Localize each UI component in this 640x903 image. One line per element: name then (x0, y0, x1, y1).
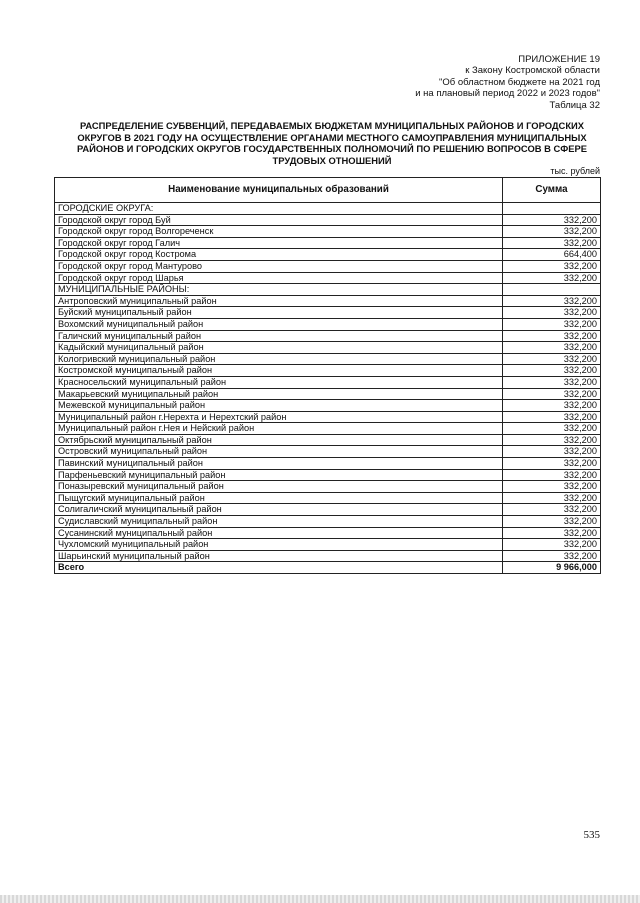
municipality-name-cell: Шарьинский муниципальный район (55, 550, 503, 562)
table-row (55, 214, 601, 226)
table-row (55, 226, 601, 238)
appendix-line: ПРИЛОЖЕНИЕ 19 (518, 54, 600, 65)
table-row (55, 353, 601, 365)
section-row (55, 284, 601, 296)
amount-cell: 332,200 (503, 272, 601, 284)
table-row (55, 249, 601, 261)
amount-cell: 332,200 (503, 353, 601, 365)
table-row (55, 458, 601, 470)
municipality-name-cell: Кадыйский муниципальный район (55, 342, 503, 354)
table-row (55, 388, 601, 400)
units-label: тыс. рублей (550, 166, 600, 176)
amount-cell: 332,200 (503, 237, 601, 249)
amount-cell (503, 284, 601, 296)
table-row (55, 539, 601, 551)
appendix-line: "Об областном бюджете на 2021 год (439, 76, 600, 88)
column-header-name: Наименование муниципальных образований (55, 178, 503, 203)
amount-cell: 332,200 (503, 330, 601, 342)
municipality-name-cell: Городской округ город Галич (55, 237, 503, 249)
table-row (55, 411, 601, 423)
municipality-name-cell: Муниципальный район г.Нея и Нейский район (55, 423, 503, 435)
table-header-row (55, 178, 601, 203)
amount-cell (503, 203, 601, 215)
table-row (55, 469, 601, 481)
table-row (55, 330, 601, 342)
municipality-name-cell: Муниципальный район г.Нерехта и Нерехтский район (55, 411, 503, 423)
section-row (55, 203, 601, 215)
table-row (55, 504, 601, 516)
table-row (55, 295, 601, 307)
municipality-name-cell: ГОРОДСКИЕ ОКРУГА: (55, 203, 503, 215)
amount-cell: 332,200 (503, 365, 601, 377)
municipality-name-cell: Межевской муниципальный район (55, 400, 503, 412)
amount-cell: 332,200 (503, 318, 601, 330)
table-row (55, 492, 601, 504)
municipality-name-cell: Антроповский муниципальный район (55, 295, 503, 307)
amount-cell: 332,200 (503, 539, 601, 551)
amount-cell: 664,400 (503, 249, 601, 261)
amount-cell: 332,200 (503, 376, 601, 388)
table-row (55, 342, 601, 354)
column-header-sum: Сумма (503, 178, 601, 203)
municipality-name-cell: Макарьевский муниципальный район (55, 388, 503, 400)
amount-cell: 332,200 (503, 342, 601, 354)
municipality-name-cell: Галичский муниципальный район (55, 330, 503, 342)
table-row (55, 516, 601, 528)
amount-cell: 332,200 (503, 446, 601, 458)
amount-cell: 332,200 (503, 214, 601, 226)
document-title: РАСПРЕДЕЛЕНИЕ СУБВЕНЦИЙ, ПЕРЕДАВАЕМЫХ БЮДЖЕТАМ МУНИЦИПАЛЬНЫХ РАЙОНОВ И ГОРОДСКИХ ОКРУГОВ В 2021 ГОДУ НА ОСУЩЕСТВЛЕНИЕ ОРГАНАМИ МЕСТНОГО САМОУПРАВЛЕНИЯ МУНИЦИПАЛЬНЫХ РАЙОНОВ И ГОРОДСКИХ ОКРУГОВ ГОСУДАРСТВЕННЫХ ПОЛНОМОЧИЙ ПО РЕШЕНИЮ ВОПРОСОВ В СФЕРЕ ТРУДОВЫХ ОТНОШЕНИЙ (76, 120, 588, 166)
table-body (55, 203, 601, 574)
municipality-name-cell: Октябрьский муниципальный район (55, 434, 503, 446)
municipality-name-cell: Солигаличский муниципальный район (55, 504, 503, 516)
municipality-name-cell: Павинский муниципальный район (55, 458, 503, 470)
amount-cell: 332,200 (503, 516, 601, 528)
amount-cell: 332,200 (503, 469, 601, 481)
amount-cell: 332,200 (503, 492, 601, 504)
table-row (55, 365, 601, 377)
appendix-line: Таблица 32 (549, 99, 600, 111)
municipality-name-cell: Городской округ город Волгореченск (55, 226, 503, 238)
municipality-name-cell: МУНИЦИПАЛЬНЫЕ РАЙОНЫ: (55, 284, 503, 296)
subsidy-table (54, 177, 601, 574)
municipality-name-cell: Островский муниципальный район (55, 446, 503, 458)
total-row (55, 562, 601, 574)
amount-cell: 332,200 (503, 527, 601, 539)
municipality-name-cell: Поназыревский муниципальный район (55, 481, 503, 493)
municipality-name-cell: Парфеньевский муниципальный район (55, 469, 503, 481)
amount-cell: 332,200 (503, 388, 601, 400)
municipality-name-cell: Городской округ город Мантурово (55, 260, 503, 272)
table-row (55, 307, 601, 319)
appendix-line: и на плановый период 2022 и 2023 годов" (415, 88, 600, 100)
municipality-name-cell: Вохомский муниципальный район (55, 318, 503, 330)
appendix-line: к Закону Костромской области (465, 65, 600, 77)
municipality-name-cell: Красносельский муниципальный район (55, 376, 503, 388)
amount-cell: 332,200 (503, 411, 601, 423)
municipality-name-cell: Пыщугский муниципальный район (55, 492, 503, 504)
appendix-header (415, 54, 600, 111)
municipality-name-cell: Костромской муниципальный район (55, 365, 503, 377)
amount-cell: 332,200 (503, 423, 601, 435)
table-row (55, 446, 601, 458)
municipality-name-cell: Буйский муниципальный район (55, 307, 503, 319)
amount-cell: 332,200 (503, 307, 601, 319)
table-row (55, 434, 601, 446)
municipality-name-cell: Судиславский муниципальный район (55, 516, 503, 528)
amount-cell: 332,200 (503, 504, 601, 516)
municipality-name-cell: Городской округ город Шарья (55, 272, 503, 284)
amount-cell: 332,200 (503, 458, 601, 470)
municipality-name-cell: Сусанинский муниципальный район (55, 527, 503, 539)
scan-edge (0, 895, 640, 903)
amount-cell: 332,200 (503, 260, 601, 272)
table-row (55, 260, 601, 272)
amount-cell: 9 966,000 (503, 562, 601, 574)
amount-cell: 332,200 (503, 226, 601, 238)
table-row (55, 550, 601, 562)
municipality-name-cell: Городской округ город Буй (55, 214, 503, 226)
table-row (55, 481, 601, 493)
table-row (55, 527, 601, 539)
table-row (55, 272, 601, 284)
table-row (55, 423, 601, 435)
amount-cell: 332,200 (503, 434, 601, 446)
page-number: 535 (583, 829, 600, 841)
municipality-name-cell: Чухломский муниципальный район (55, 539, 503, 551)
amount-cell: 332,200 (503, 400, 601, 412)
table-row (55, 376, 601, 388)
municipality-name-cell: Всего (55, 562, 503, 574)
amount-cell: 332,200 (503, 295, 601, 307)
amount-cell: 332,200 (503, 481, 601, 493)
table-row (55, 237, 601, 249)
municipality-name-cell: Кологривский муниципальный район (55, 353, 503, 365)
amount-cell: 332,200 (503, 550, 601, 562)
table-row (55, 400, 601, 412)
municipality-name-cell: Городской округ город Кострома (55, 249, 503, 261)
table-row (55, 318, 601, 330)
